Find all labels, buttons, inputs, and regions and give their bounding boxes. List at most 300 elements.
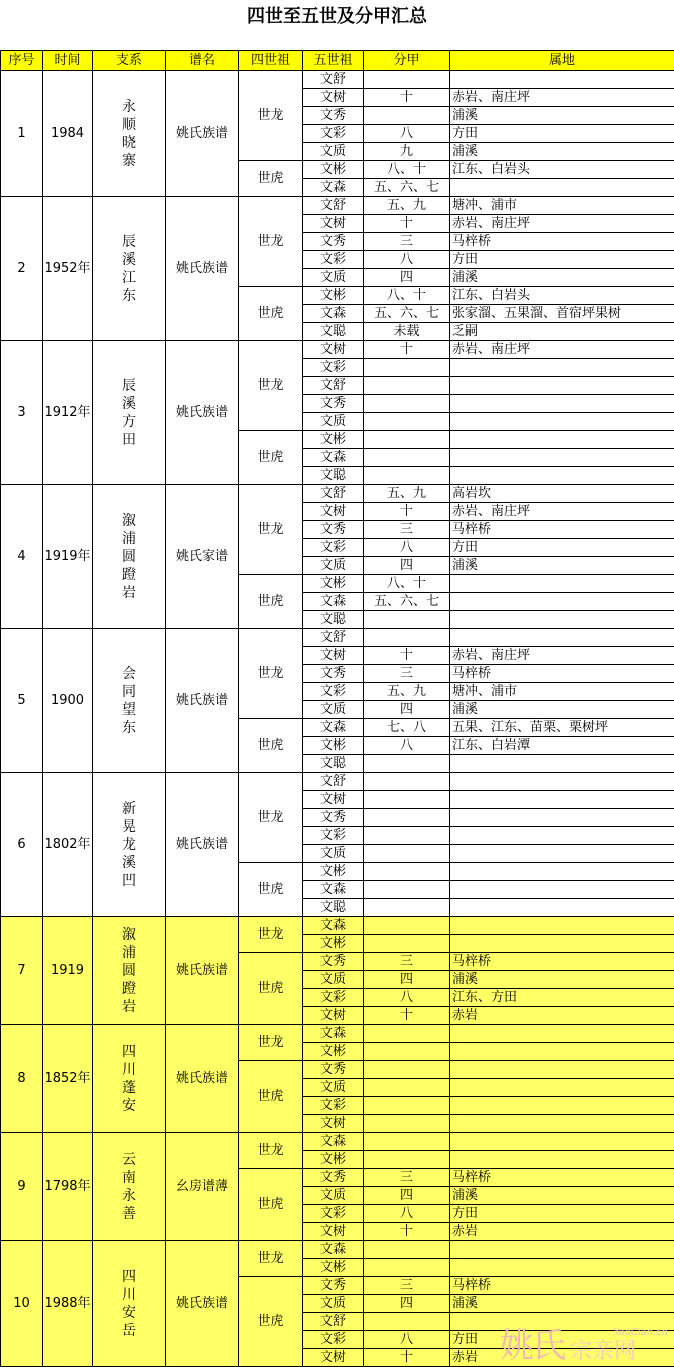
fifth-ancestor-cell: 文森 [303, 1025, 364, 1043]
row-genealogy: 姚氏家谱 [166, 485, 239, 629]
table-row [1, 71, 674, 89]
table-row [1, 917, 674, 935]
fifth-ancestor-cell: 文质 [303, 1187, 364, 1205]
fifth-ancestor-cell: 文树 [303, 503, 364, 521]
fourth-ancestor-cell: 世龙 [239, 917, 303, 953]
fifth-ancestor-cell: 文彩 [303, 125, 364, 143]
division-cell: 未载 [364, 323, 450, 341]
division-cell [364, 377, 450, 395]
division-cell [364, 431, 450, 449]
fifth-ancestor-cell: 文秀 [303, 395, 364, 413]
fifth-ancestor-cell: 文舒 [303, 773, 364, 791]
division-cell: 五、六、七 [364, 593, 450, 611]
fifth-ancestor-cell: 文彩 [303, 1205, 364, 1223]
fifth-ancestor-cell: 文聪 [303, 467, 364, 485]
division-cell [364, 449, 450, 467]
division-cell: 八 [364, 1331, 450, 1349]
row-branch [93, 1133, 166, 1241]
branch-char: 龙 [122, 836, 136, 853]
fourth-ancestor-cell: 世龙 [239, 1025, 303, 1061]
fifth-ancestor-cell: 文彩 [303, 359, 364, 377]
location-cell [450, 1115, 674, 1133]
branch-char: 顺 [122, 116, 136, 133]
location-cell: 张家溜、五果溜、首宿坪果树 [450, 305, 674, 323]
fifth-ancestor-cell: 文森 [303, 719, 364, 737]
header-time: 时间 [43, 51, 93, 71]
division-cell [364, 1313, 450, 1331]
division-cell [364, 1025, 450, 1043]
location-cell [450, 1133, 674, 1151]
row-number: 9 [1, 1133, 43, 1241]
fifth-ancestor-cell: 文聪 [303, 899, 364, 917]
location-cell [450, 1241, 674, 1259]
division-cell [364, 755, 450, 773]
division-cell: 三 [364, 521, 450, 539]
table-body [1, 71, 674, 1367]
location-cell [450, 809, 674, 827]
location-cell [450, 575, 674, 593]
branch-char: 新 [122, 800, 136, 817]
division-cell [364, 809, 450, 827]
row-time: 1984 [43, 71, 93, 197]
division-cell: 十 [364, 1223, 450, 1241]
fourth-ancestor-cell: 世虎 [239, 1061, 303, 1133]
division-cell: 五、六、七 [364, 179, 450, 197]
location-cell [450, 395, 674, 413]
location-cell [450, 773, 674, 791]
header-branch: 支系 [93, 51, 166, 71]
location-cell: 五果、江东、苗栗、栗树坪 [450, 719, 674, 737]
row-time: 1952年 [43, 197, 93, 341]
fifth-ancestor-cell: 文彬 [303, 431, 364, 449]
table-row [1, 773, 674, 791]
division-cell [364, 863, 450, 881]
fifth-ancestor-cell: 文质 [303, 1295, 364, 1313]
fourth-ancestor-cell: 世虎 [239, 1277, 303, 1367]
fifth-ancestor-cell: 文树 [303, 1223, 364, 1241]
branch-char: 辰 [122, 377, 136, 394]
fifth-ancestor-cell: 文树 [303, 791, 364, 809]
location-cell [450, 71, 674, 89]
division-cell: 八、十 [364, 161, 450, 179]
row-number: 2 [1, 197, 43, 341]
row-time: 1900 [43, 629, 93, 773]
fifth-ancestor-cell: 文彩 [303, 539, 364, 557]
fifth-ancestor-cell: 文聪 [303, 611, 364, 629]
table-row [1, 1025, 674, 1043]
division-cell: 三 [364, 233, 450, 251]
location-cell: 浦溪 [450, 971, 674, 989]
fifth-ancestor-cell: 文彬 [303, 1043, 364, 1061]
branch-char: 溆 [122, 512, 136, 529]
division-cell [364, 1043, 450, 1061]
location-cell [450, 881, 674, 899]
location-cell: 赤岩、南庄坪 [450, 503, 674, 521]
fifth-ancestor-cell: 文彩 [303, 1331, 364, 1349]
row-branch [93, 71, 166, 197]
fifth-ancestor-cell: 文秀 [303, 953, 364, 971]
watermark-url: YaoClan.cn [613, 1327, 668, 1338]
branch-char: 安 [122, 1097, 136, 1114]
row-branch [93, 341, 166, 485]
branch-char: 溪 [122, 854, 136, 871]
row-branch [93, 917, 166, 1025]
location-cell [450, 629, 674, 647]
table-row [1, 197, 674, 215]
division-cell [364, 1079, 450, 1097]
location-cell [450, 359, 674, 377]
location-cell [450, 1097, 674, 1115]
division-cell: 十 [364, 503, 450, 521]
table-row [1, 341, 674, 359]
division-cell [364, 1061, 450, 1079]
fifth-ancestor-cell: 文树 [303, 215, 364, 233]
row-genealogy: 姚氏族谱 [166, 1025, 239, 1133]
division-cell [364, 467, 450, 485]
division-cell: 八 [364, 251, 450, 269]
division-cell [364, 899, 450, 917]
location-cell [450, 917, 674, 935]
fifth-ancestor-cell: 文森 [303, 179, 364, 197]
location-cell [450, 899, 674, 917]
row-number: 3 [1, 341, 43, 485]
branch-char: 寨 [122, 152, 136, 169]
division-cell: 十 [364, 1007, 450, 1025]
location-cell [450, 1259, 674, 1277]
location-cell [450, 935, 674, 953]
row-genealogy: 幺房谱薄 [166, 1133, 239, 1241]
fifth-ancestor-cell: 文舒 [303, 1313, 364, 1331]
fourth-ancestor-cell: 世龙 [239, 197, 303, 287]
watermark-main: 姚氏 [500, 1326, 564, 1366]
fifth-ancestor-cell: 文秀 [303, 233, 364, 251]
location-cell [450, 1079, 674, 1097]
row-genealogy: 姚氏族谱 [166, 917, 239, 1025]
location-cell [450, 863, 674, 881]
branch-char: 东 [122, 719, 136, 736]
division-cell: 三 [364, 953, 450, 971]
fourth-ancestor-cell: 世龙 [239, 1241, 303, 1277]
fifth-ancestor-cell: 文彩 [303, 1097, 364, 1115]
fifth-ancestor-cell: 文森 [303, 1241, 364, 1259]
branch-char: 岩 [122, 998, 136, 1015]
page-title: 四世至五世及分甲汇总 [247, 6, 427, 27]
fourth-ancestor-cell: 世虎 [239, 287, 303, 341]
fifth-ancestor-cell: 文彬 [303, 1259, 364, 1277]
division-cell [364, 917, 450, 935]
fifth-ancestor-cell: 文聪 [303, 323, 364, 341]
fifth-ancestor-cell: 文舒 [303, 485, 364, 503]
division-cell: 五、九 [364, 197, 450, 215]
fifth-ancestor-cell: 文秀 [303, 1061, 364, 1079]
row-branch [93, 773, 166, 917]
row-number: 6 [1, 773, 43, 917]
division-cell [364, 107, 450, 125]
row-time: 1802年 [43, 773, 93, 917]
division-cell [364, 1097, 450, 1115]
fifth-ancestor-cell: 文彬 [303, 1151, 364, 1169]
division-cell: 八 [364, 125, 450, 143]
row-time: 1852年 [43, 1025, 93, 1133]
division-cell: 十 [364, 647, 450, 665]
branch-char: 岩 [122, 584, 136, 601]
division-cell: 八、十 [364, 575, 450, 593]
location-cell [450, 179, 674, 197]
row-branch [93, 485, 166, 629]
location-cell: 方田 [450, 251, 674, 269]
division-cell: 三 [364, 1277, 450, 1295]
location-cell: 马梓桥 [450, 521, 674, 539]
watermark-logo [500, 1325, 670, 1367]
fifth-ancestor-cell: 文聪 [303, 755, 364, 773]
location-cell [450, 1025, 674, 1043]
location-cell: 马梓桥 [450, 953, 674, 971]
row-number: 4 [1, 485, 43, 629]
location-cell: 赤岩 [450, 1349, 674, 1367]
location-cell: 江东、白岩头 [450, 287, 674, 305]
location-cell [450, 431, 674, 449]
division-cell: 十 [364, 1349, 450, 1367]
location-cell: 浦溪 [450, 269, 674, 287]
division-cell: 五、六、七 [364, 305, 450, 323]
row-number: 10 [1, 1241, 43, 1367]
fifth-ancestor-cell: 文树 [303, 647, 364, 665]
row-time: 1919 [43, 917, 93, 1025]
location-cell: 赤岩、南庄坪 [450, 89, 674, 107]
fifth-ancestor-cell: 文彩 [303, 989, 364, 1007]
fourth-ancestor-cell: 世龙 [239, 485, 303, 575]
header-no: 序号 [1, 51, 43, 71]
fifth-ancestor-cell: 文森 [303, 1133, 364, 1151]
location-cell: 塘冲、浦市 [450, 197, 674, 215]
location-cell: 方田 [450, 1331, 674, 1349]
branch-char: 岳 [122, 1322, 136, 1339]
location-cell: 马梓桥 [450, 1169, 674, 1187]
location-cell [450, 1061, 674, 1079]
fifth-ancestor-cell: 文森 [303, 917, 364, 935]
division-cell: 八 [364, 737, 450, 755]
division-cell: 八 [364, 989, 450, 1007]
division-cell: 九 [364, 143, 450, 161]
branch-char: 永 [122, 98, 136, 115]
division-cell [364, 71, 450, 89]
fifth-ancestor-cell: 文秀 [303, 665, 364, 683]
fifth-ancestor-cell: 文树 [303, 1007, 364, 1025]
branch-char: 东 [122, 287, 136, 304]
row-time: 1798年 [43, 1133, 93, 1241]
branch-char: 四 [122, 1268, 136, 1285]
table-row [1, 1241, 674, 1259]
location-cell: 方田 [450, 1205, 674, 1223]
branch-char: 圆 [122, 548, 136, 565]
location-cell: 江东、白岩头 [450, 161, 674, 179]
branch-char: 善 [122, 1205, 136, 1222]
summary-table [0, 50, 674, 1367]
branch-char: 同 [122, 683, 136, 700]
fifth-ancestor-cell: 文舒 [303, 71, 364, 89]
location-cell: 浦溪 [450, 143, 674, 161]
location-cell [450, 791, 674, 809]
row-branch [93, 1241, 166, 1367]
location-cell [450, 1043, 674, 1061]
location-cell [450, 845, 674, 863]
location-cell: 高岩坎 [450, 485, 674, 503]
division-cell: 十 [364, 341, 450, 359]
division-cell: 七、八 [364, 719, 450, 737]
branch-char: 凹 [122, 872, 136, 889]
watermark-small: 宗亲网 [570, 1339, 637, 1364]
location-cell: 塘冲、浦市 [450, 683, 674, 701]
fifth-ancestor-cell: 文秀 [303, 1169, 364, 1187]
branch-char: 方 [122, 413, 136, 430]
division-cell [364, 1259, 450, 1277]
division-cell [364, 1115, 450, 1133]
row-genealogy: 姚氏族谱 [166, 197, 239, 341]
row-branch [93, 197, 166, 341]
location-cell: 马梓桥 [450, 665, 674, 683]
fifth-ancestor-cell: 文秀 [303, 1277, 364, 1295]
branch-char: 会 [122, 665, 136, 682]
location-cell: 马梓桥 [450, 233, 674, 251]
location-cell [450, 449, 674, 467]
branch-char: 望 [122, 701, 136, 718]
division-cell: 八、十 [364, 287, 450, 305]
row-genealogy: 姚氏族谱 [166, 629, 239, 773]
branch-char: 南 [122, 1169, 136, 1186]
fourth-ancestor-cell: 世虎 [239, 431, 303, 485]
row-time: 1988年 [43, 1241, 93, 1367]
location-cell: 浦溪 [450, 1187, 674, 1205]
division-cell: 四 [364, 701, 450, 719]
division-cell: 四 [364, 1187, 450, 1205]
location-cell: 马梓桥 [450, 1277, 674, 1295]
header-row [1, 51, 674, 71]
branch-char: 晓 [122, 134, 136, 151]
row-number: 8 [1, 1025, 43, 1133]
branch-char: 溆 [122, 926, 136, 943]
division-cell [364, 359, 450, 377]
branch-char: 辰 [122, 233, 136, 250]
header-fourth-ancestor: 四世祖 [239, 51, 303, 71]
location-cell [450, 611, 674, 629]
row-number: 1 [1, 71, 43, 197]
division-cell [364, 935, 450, 953]
location-cell: 赤岩 [450, 1007, 674, 1025]
branch-char: 田 [122, 431, 136, 448]
fifth-ancestor-cell: 文树 [303, 89, 364, 107]
branch-char: 蹬 [122, 566, 136, 583]
division-cell [364, 881, 450, 899]
fifth-ancestor-cell: 文质 [303, 1079, 364, 1097]
location-cell [450, 377, 674, 395]
row-branch [93, 629, 166, 773]
branch-char: 安 [122, 1304, 136, 1321]
fourth-ancestor-cell: 世龙 [239, 1133, 303, 1169]
location-cell: 赤岩 [450, 1223, 674, 1241]
fifth-ancestor-cell: 文质 [303, 971, 364, 989]
location-cell: 浦溪 [450, 701, 674, 719]
table-row [1, 1133, 674, 1151]
division-cell: 五、九 [364, 683, 450, 701]
fifth-ancestor-cell: 文森 [303, 593, 364, 611]
fifth-ancestor-cell: 文秀 [303, 107, 364, 125]
division-cell [364, 1241, 450, 1259]
location-cell: 方田 [450, 539, 674, 557]
header-location: 属地 [450, 51, 674, 71]
row-time: 1919年 [43, 485, 93, 629]
fifth-ancestor-cell: 文彩 [303, 251, 364, 269]
location-cell: 江东、白岩潭 [450, 737, 674, 755]
fifth-ancestor-cell: 文舒 [303, 197, 364, 215]
location-cell [450, 413, 674, 431]
fifth-ancestor-cell: 文树 [303, 1115, 364, 1133]
division-cell: 四 [364, 269, 450, 287]
fifth-ancestor-cell: 文彬 [303, 575, 364, 593]
fifth-ancestor-cell: 文质 [303, 143, 364, 161]
division-cell [364, 1133, 450, 1151]
location-cell [450, 755, 674, 773]
branch-char: 川 [122, 1286, 136, 1303]
fourth-ancestor-cell: 世龙 [239, 341, 303, 431]
division-cell: 十 [364, 215, 450, 233]
row-genealogy: 姚氏族谱 [166, 341, 239, 485]
header-fifth-ancestor: 五世祖 [303, 51, 364, 71]
location-cell: 方田 [450, 125, 674, 143]
fifth-ancestor-cell: 文彬 [303, 161, 364, 179]
fifth-ancestor-cell: 文质 [303, 557, 364, 575]
fifth-ancestor-cell: 文质 [303, 701, 364, 719]
branch-char: 晃 [122, 818, 136, 835]
row-genealogy: 姚氏族谱 [166, 71, 239, 197]
location-cell [450, 827, 674, 845]
division-cell [364, 1151, 450, 1169]
fifth-ancestor-cell: 文舒 [303, 629, 364, 647]
row-time: 1912年 [43, 341, 93, 485]
division-cell: 四 [364, 557, 450, 575]
branch-char: 蹬 [122, 980, 136, 997]
row-branch [93, 1025, 166, 1133]
fifth-ancestor-cell: 文质 [303, 413, 364, 431]
table-row [1, 485, 674, 503]
row-number: 7 [1, 917, 43, 1025]
row-genealogy: 姚氏族谱 [166, 773, 239, 917]
branch-char: 川 [122, 1061, 136, 1078]
branch-char: 溪 [122, 395, 136, 412]
fourth-ancestor-cell: 世虎 [239, 161, 303, 197]
branch-char: 江 [122, 269, 136, 286]
row-genealogy: 姚氏族谱 [166, 1241, 239, 1367]
fifth-ancestor-cell: 文彩 [303, 683, 364, 701]
division-cell: 五、九 [364, 485, 450, 503]
branch-char: 永 [122, 1187, 136, 1204]
division-cell [364, 827, 450, 845]
division-cell [364, 845, 450, 863]
fifth-ancestor-cell: 文彬 [303, 737, 364, 755]
location-cell: 浦溪 [450, 107, 674, 125]
fourth-ancestor-cell: 世虎 [239, 953, 303, 1025]
fifth-ancestor-cell: 文森 [303, 449, 364, 467]
division-cell: 三 [364, 665, 450, 683]
fifth-ancestor-cell: 文秀 [303, 809, 364, 827]
fourth-ancestor-cell: 世虎 [239, 1169, 303, 1241]
table-row [1, 629, 674, 647]
branch-char: 溪 [122, 251, 136, 268]
division-cell: 十 [364, 89, 450, 107]
location-cell: 赤岩、南庄坪 [450, 647, 674, 665]
fifth-ancestor-cell: 文森 [303, 881, 364, 899]
division-cell: 八 [364, 539, 450, 557]
row-number: 5 [1, 629, 43, 773]
